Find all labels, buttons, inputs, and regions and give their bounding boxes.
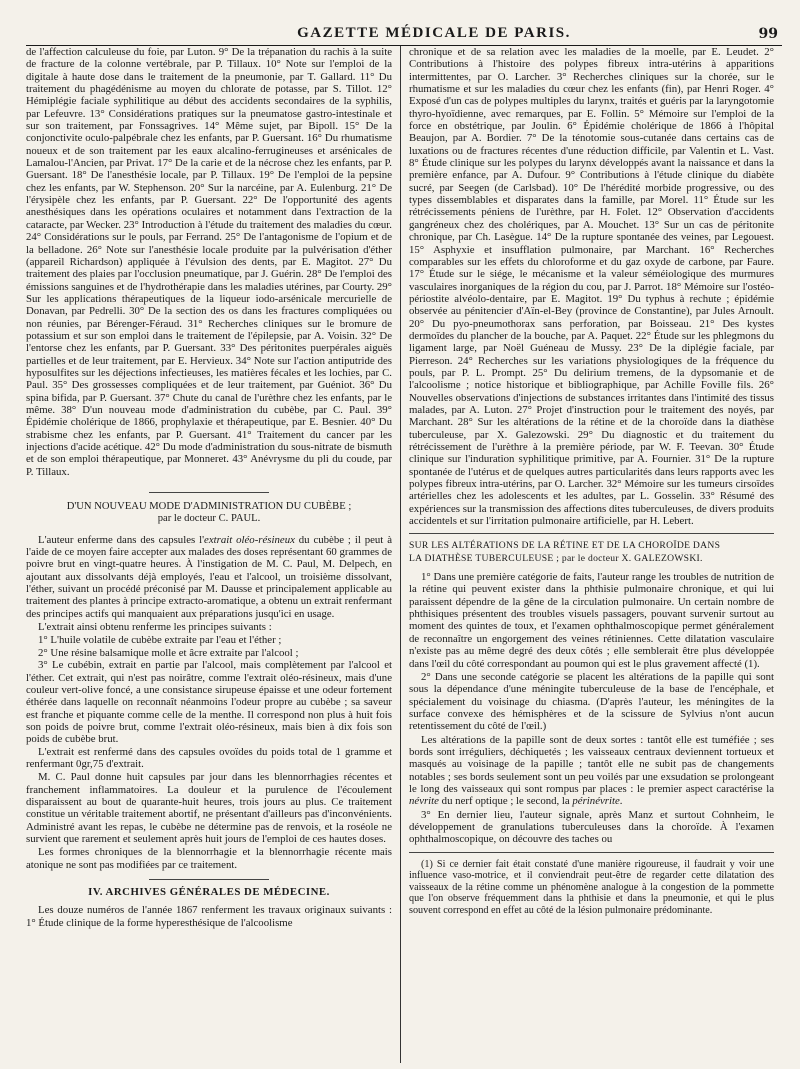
section-divider [149, 492, 269, 493]
two-column-body [26, 46, 782, 1063]
ingredient-item: 1° L'huile volatile de cubèbe extraite par l'eau et l'éther ; [38, 634, 282, 647]
ingredient-item: 3° Le cubébin, extrait en partie par l'alcool, mais complètement par l'alcool et l'éther. Cet extrait, qui n'est pas noirâtre, comme l'extrait oléo-résineux, mais d'une couleur vert-olive foncé, a une consistance sirupeuse épaisse et une odeur fortement éthérée dans laquelle on reconnaît néanmoins l'odeur propre au cubèbe ; sa saveur est franche et piquante comme celle de la menthe. Il correspond non plus à huit fois son poids de poivre brut, comme l'extrait oléo-résineux, mais bien à dix fois son poids de cubèbe brut. [26, 659, 392, 746]
footnote: (1) Si ce dernier fait était constaté d'une manière rigoureuse, il faudrait y voir une influence vaso-motrice, et il conviendrait peut-être de regarder cette dilatation des vaisseaux de la rétine comme un phénomène analogue à la congestion de la pommette que l'on observe fréquemment dans la phthisie et dans la pneumonie, et qui le plus souvent correspond en effet au côté de la lésion pulmonaire prédominante. [409, 852, 774, 917]
paragraph: L'extrait est renfermé dans des capsules ovoïdes du poids total de 1 gramme et renfermant 0gr,75 d'extrait. [26, 745, 392, 770]
article-title-line: SUR LES ALTÉRATIONS DE LA RÉTINE ET DE LA CHOROÏDE DANS [409, 540, 721, 552]
journal-title: GAZETTE MÉDICALE DE PARIS. [297, 25, 571, 41]
text-run: du cubèbe ; il peut à l'aide de ce moyen faire accepter aux malades des doses représentant 60 grammes de poivre brut en vingt-quatre heures. À l'instigation de M. C. Paul, M. Delpech, en ajoutant aux dissolvants déjà employés, l'eau et l'alcool, un troisième dissolvant, l'éther, suivant un procédé préconisé par M. Dausse et principalement applicable au traitement des plantes à principe extracto-aromatique, a obtenu un extrait renfermant des principes actifs qui manquaient aux préparations jusqu'ici en usage. [26, 533, 392, 620]
text-run: L'auteur enferme dans des capsules l' [38, 533, 205, 546]
article-title: D'UN NOUVEAU MODE D'ADMINISTRATION DU CUBÈBE ; [66, 501, 352, 513]
running-header [26, 14, 782, 46]
works-list-continued: de l'affection calculeuse du foie, par Luton. 9° De la trépanation du rachis à la suite de fracture de la colonne vertébrale, par P. Tillaux. 10° Note sur l'emploi de la digitale à haute dose dans le traitement de la pneumonie, par T. Gallard. 11° Du traitement du phagédénisme au moyen du chlorate de potasse, par S. Tillot. 12° Hémiplégie faciale syphilitique au début des accidents secondaires de la syphilis, par Lefeuvre. 13° Considérations pratiques sur la pneumatose gastro-intestinale et sur son traitement, par Fonssagrives. 14° Même sujet, par Bipoll. 15° De la conjonctivite oculo-palpébrale chez les enfants, par P. Guersant. 16° Du rhumatisme noueux et de son traitement par les eaux alcalino-ferrugineuses et arsénicales de Lamalou-l'Ancien, par Privat. 17° De la carie et de la nécrose chez les enfants, par P. Guersant. 18° De l'anesthésie locale, par P. Tillaux. 19° De l'emploi de la pepsine chez les enfants, par W. Stephenson. 20° Sur la narcéine, par A. Eulenburg. 21° De l'érysipèle chez les enfants, par P. Guersant. 22° De l'opportunité des agents anesthésiques dans les opérations oculaires et notamment dans l'extraction de la cataracte, par Wecker. 23° Introduction à l'étude du traitement des maladies du cœur. 24° Considérations sur le pouls, par Ferrand. 25° De l'antagonisme de l'opium et de la belladone. 26° Note sur l'anesthésie locale produite par la pulvérisation d'éther (appareil Richardson) appliquée à l'évulsion des dents, par E. Magitot. 27° Du traitement des plaies par l'occlusion pneumatique, par J. Guérin. 28° De l'emploi des émissions sanguines et de l'hydrothérapie dans les maladies utérines, par Courty. 29° Sur les applications thérapeutiques de la liqueur iodo-arsénicale mercurielle de Donavan, par Pedrelli. 30° De la section des os dans les fractures compliquées ou non réunies, par Bérenger-Féraud. 31° Recherches cliniques sur le bromure de potassium et sur son emploi dans le traitement de l'épilepsie, par A. Voisin. 32° De l'entorse chez les enfants, par P. Guersant. 33° Des péritonites puerpérales aiguës partielles et de leur traitement, par E. Hervieux. 34° Note sur l'action antiputride des hyposulfites sur les déjections infectieuses, les matières fécales et les lochies, par C. Paul. 35° Des grossesses compliquées et de leur traitement, par Guéniot. 36° Du spina bifida, par P. Guersant. 37° Chute du canal de l'urèthre chez les enfants, par le même. 38° D'un nouveau mode d'administration du cubèbe, par C. Paul. 39° Épidémie cholérique de 1866, prophylaxie et thérapeutique, par E. Besnier. 40° Du strabisme chez les enfants, par P. Guersant. 41° Traitement du cancer par les injections d'acide acétique. 42° Du mode d'administration du sous-nitrate de bismuth et de son emploi thérapeutique, par Monneret. 43° Anévrysme du pli du coude, par P. Tillaux. [26, 46, 392, 478]
paragraph: M. C. Paul donne huit capsules par jour dans les blennorrhagies récentes et franchement inflammatoires. La douleur et la purulence de l'écoulement disparaissent au bout de quarante-huit heures, trois jours au plus. Ce traitement constitue un véritable traitement abortif, ne présentant d'ailleurs pas d'inconvénients. Administré avant les repas, le cubèbe ne détermine pas de renvois, et la roséole ne survient que rarement et seulement après huit jours de l'emploi de ces hautes doses. [26, 771, 392, 845]
right-column [400, 46, 774, 1063]
left-column [26, 46, 400, 1063]
paragraph: Les douze numéros de l'année 1867 renferment les travaux originaux suivants : 1° Étude clinique de la forme hyperesthésique de l'alcoolisme [26, 904, 392, 929]
paragraph: 3° En dernier lieu, l'auteur signale, après Manz et surtout Cohnheim, le développement de granulations tuberculeuses dans la choroïde. À l'examen ophthalmoscopique, on découvre des taches ou [409, 808, 774, 846]
article-author: par le docteur X. GALEZOWSKI. [559, 552, 703, 564]
article-author: par le docteur C. PAUL. [157, 513, 261, 525]
works-list-continued: chronique et de sa relation avec les maladies de la moelle, par E. Leudet. 2° Contributions à l'histoire des polypes fibreux intra-utérins à apparitions intermittentes, par O. Larcher. 3° Recherches cliniques sur la chorée, sur le rhumatisme et sur les maladies du cœur chez les enfants (fin), par Henri Roger. 4° Exposé d'un cas de polypes multiples du larynx, traités et guéris par la laryngotomie thyro-hyoïdienne, avec remarques, par E. Follin. 5° Mémoire sur l'emploi de la force en obstétrique, par Joulin. 6° Épidémie cholérique de 1866 à l'hôpital Beaujon, par A. Bordier. 7° De la ténotomie sous-cutanée dans certains cas de luxations ou de fractures récentes d'une réduction difficile, par Valentin et L. Vast. 8° Étude clinique sur les polypes du larynx développés avant la naissance et dans la première enfance, par A. Dufour. 9° Contributions à l'étude clinique du diabète sucré, par Seegen (de Carlsbad). 10° De l'hérédité morbide progressive, ou des types dissemblables et disparates dans la famille, par Morel. 11° Étude sur les rétrécissements péniens de l'urèthre, par H. Folet. 12° Observation d'accidents gangréneux chez des cholériques, par A. Mouchet. 13° Sur un cas de péritonite chronique, par Ch. Lasègue. 14° De la rupture spontanée des veines, par Legouest. 15° Asphyxie et insufflation pulmonaire, par Marchant. 16° Recherches comparables sur les effets du chloroforme et du gaz oxyde de carbone, par Faure. 17° Étude sur le siége, le mécanisme et la valeur séméiologique des murmures vasculaires inorganiques de la région du cou, par J. Parrot. 18° Mémoire sur l'ostéo-périostite alvéolo-dentaire, par E. Magitot. 19° Du typhus à rechute ; épidémie observée au pénitencier d'Aïn-el-Bey (province de Constantine), par Jules Arnoult. 20° Du pyo-pneumothorax sans perforation, par Boisseau. 21° Des kystes dermoïdes du plancher de la bouche, par A. Paquet. 22° Étude sur les phlegmons du ligament large, par Noël Guéneau de Mussy. 23° De la diplégie faciale, par Pierreson. 24° Recherches sur les variations physiologiques de la fréquence du pouls, par P. L. Prompt. 25° Du delirium tremens, de la dypsomanie et de l'alcoolisme ; notice historique et bibliographique, par Achille Foville fils. 26° Nouvelles observations d'injections de substances irritantes dans l'intimité des tissus malades, par A. Luton. 27° Projet d'instruction pour le traitement des noyés, par Marchant. 28° Sur les altérations de la rétine et de la choroïde dans la diathèse tuberculeuse, par X. Galezowski. 29° Du diagnostic et du traitement du rétrécissement de l'urèthre à la première période, par W. F. Teevan. 30° Étude clinique sur l'induration syphilitique primitive, par A. Fournier. 31° De la rupture spontanée de l'utérus et de quelques autres particularités dans leurs rapports avec les polypes fibreux intra-utérins, par O. Larcher. 32° Mémoire sur les tumeurs cirsoïdes artérielles chez les adolescents et les adultes, par L. Gosselin. 33° Résumé des expériences sur la transmission des affections dites tuberculeuses, de divers produits accidentels et sur l'irritation pulmonaire artificielle, par H. Lebert. [409, 46, 774, 528]
italic-term: périnévrite [572, 795, 620, 808]
ingredient-list [26, 634, 392, 745]
paragraph [409, 734, 774, 808]
paragraph: L'extrait ainsi obtenu renferme les principes suivants : [38, 621, 272, 634]
section-divider [149, 879, 269, 880]
article-title-line: LA DIATHÈSE TUBERCULEUSE ; [409, 552, 560, 564]
paragraph [26, 534, 392, 620]
text-run: . [619, 795, 623, 808]
ingredient-item: 2° Une résine balsamique molle et âcre extraite par l'alcool ; [38, 646, 299, 659]
paragraph: Les formes chroniques de la blennorrhagie et la blennorrhagie récente mais atonique ne sont pas modifiées par ce traitement. [26, 846, 392, 871]
italic-term: extrait oléo-résineux [204, 533, 295, 546]
text-run: du nerf optique ; le second, la [438, 795, 573, 808]
paragraph: 2° Dans une seconde catégorie se placent les altérations de la papille qui sont sous la dépendance d'une méningite tuberculeuse de la base de l'encéphale, et spécialement du voisinage du chiasma. (D'après l'auteur, les méningites de la surface convexe des hémisphères et de la scissure de Sylvius n'ont aucun retentissement du côté de l'œil.) [409, 670, 774, 733]
text-run: Les altérations de la papille sont de deux sortes : tantôt elle est tuméfiée ; ses bords sont irréguliers, déchiquetés ; les vaisseaux centraux deviennent tortueux et masqués au voisinage de la papille ; tantôt elle ne subit pas de changements notables ; ses bords seulement sont un peu voilés par une exsudation se prolongeant le long des vaisseaux qui sont rompus par places : le premier aspect caractérise la [409, 733, 774, 795]
article-heading-cubebe [26, 501, 392, 526]
page-number: 99 [758, 26, 778, 42]
section-heading: IV. ARCHIVES GÉNÉRALES DE MÉDECINE. [88, 886, 330, 898]
article-heading-retine [409, 540, 774, 565]
section-divider [409, 533, 774, 534]
paragraph: 1° Dans une première catégorie de faits, l'auteur range les troubles de nutrition de la rétine qui peuvent exister dans la phthisie pulmonaire chronique, et qui lui paraissent dépendre de la gêne de la circulation pulmonaire. Un certain nombre de phthisiques présentent des troubles visuels passagers, pouvant survenir surtout au moment des quintes de toux, et l'examen ophthalmoscopique permet généralement de reconnaître un engorgement des veines rétiniennes. Cette dilatation vasculaire n'existe pas au même degré des deux côtés ; elle semblerait être plus développée dans l'œil du côté correspondant au poumon qui est le plus gravement affecté (1). [409, 571, 774, 670]
italic-term: névrite [409, 795, 439, 808]
